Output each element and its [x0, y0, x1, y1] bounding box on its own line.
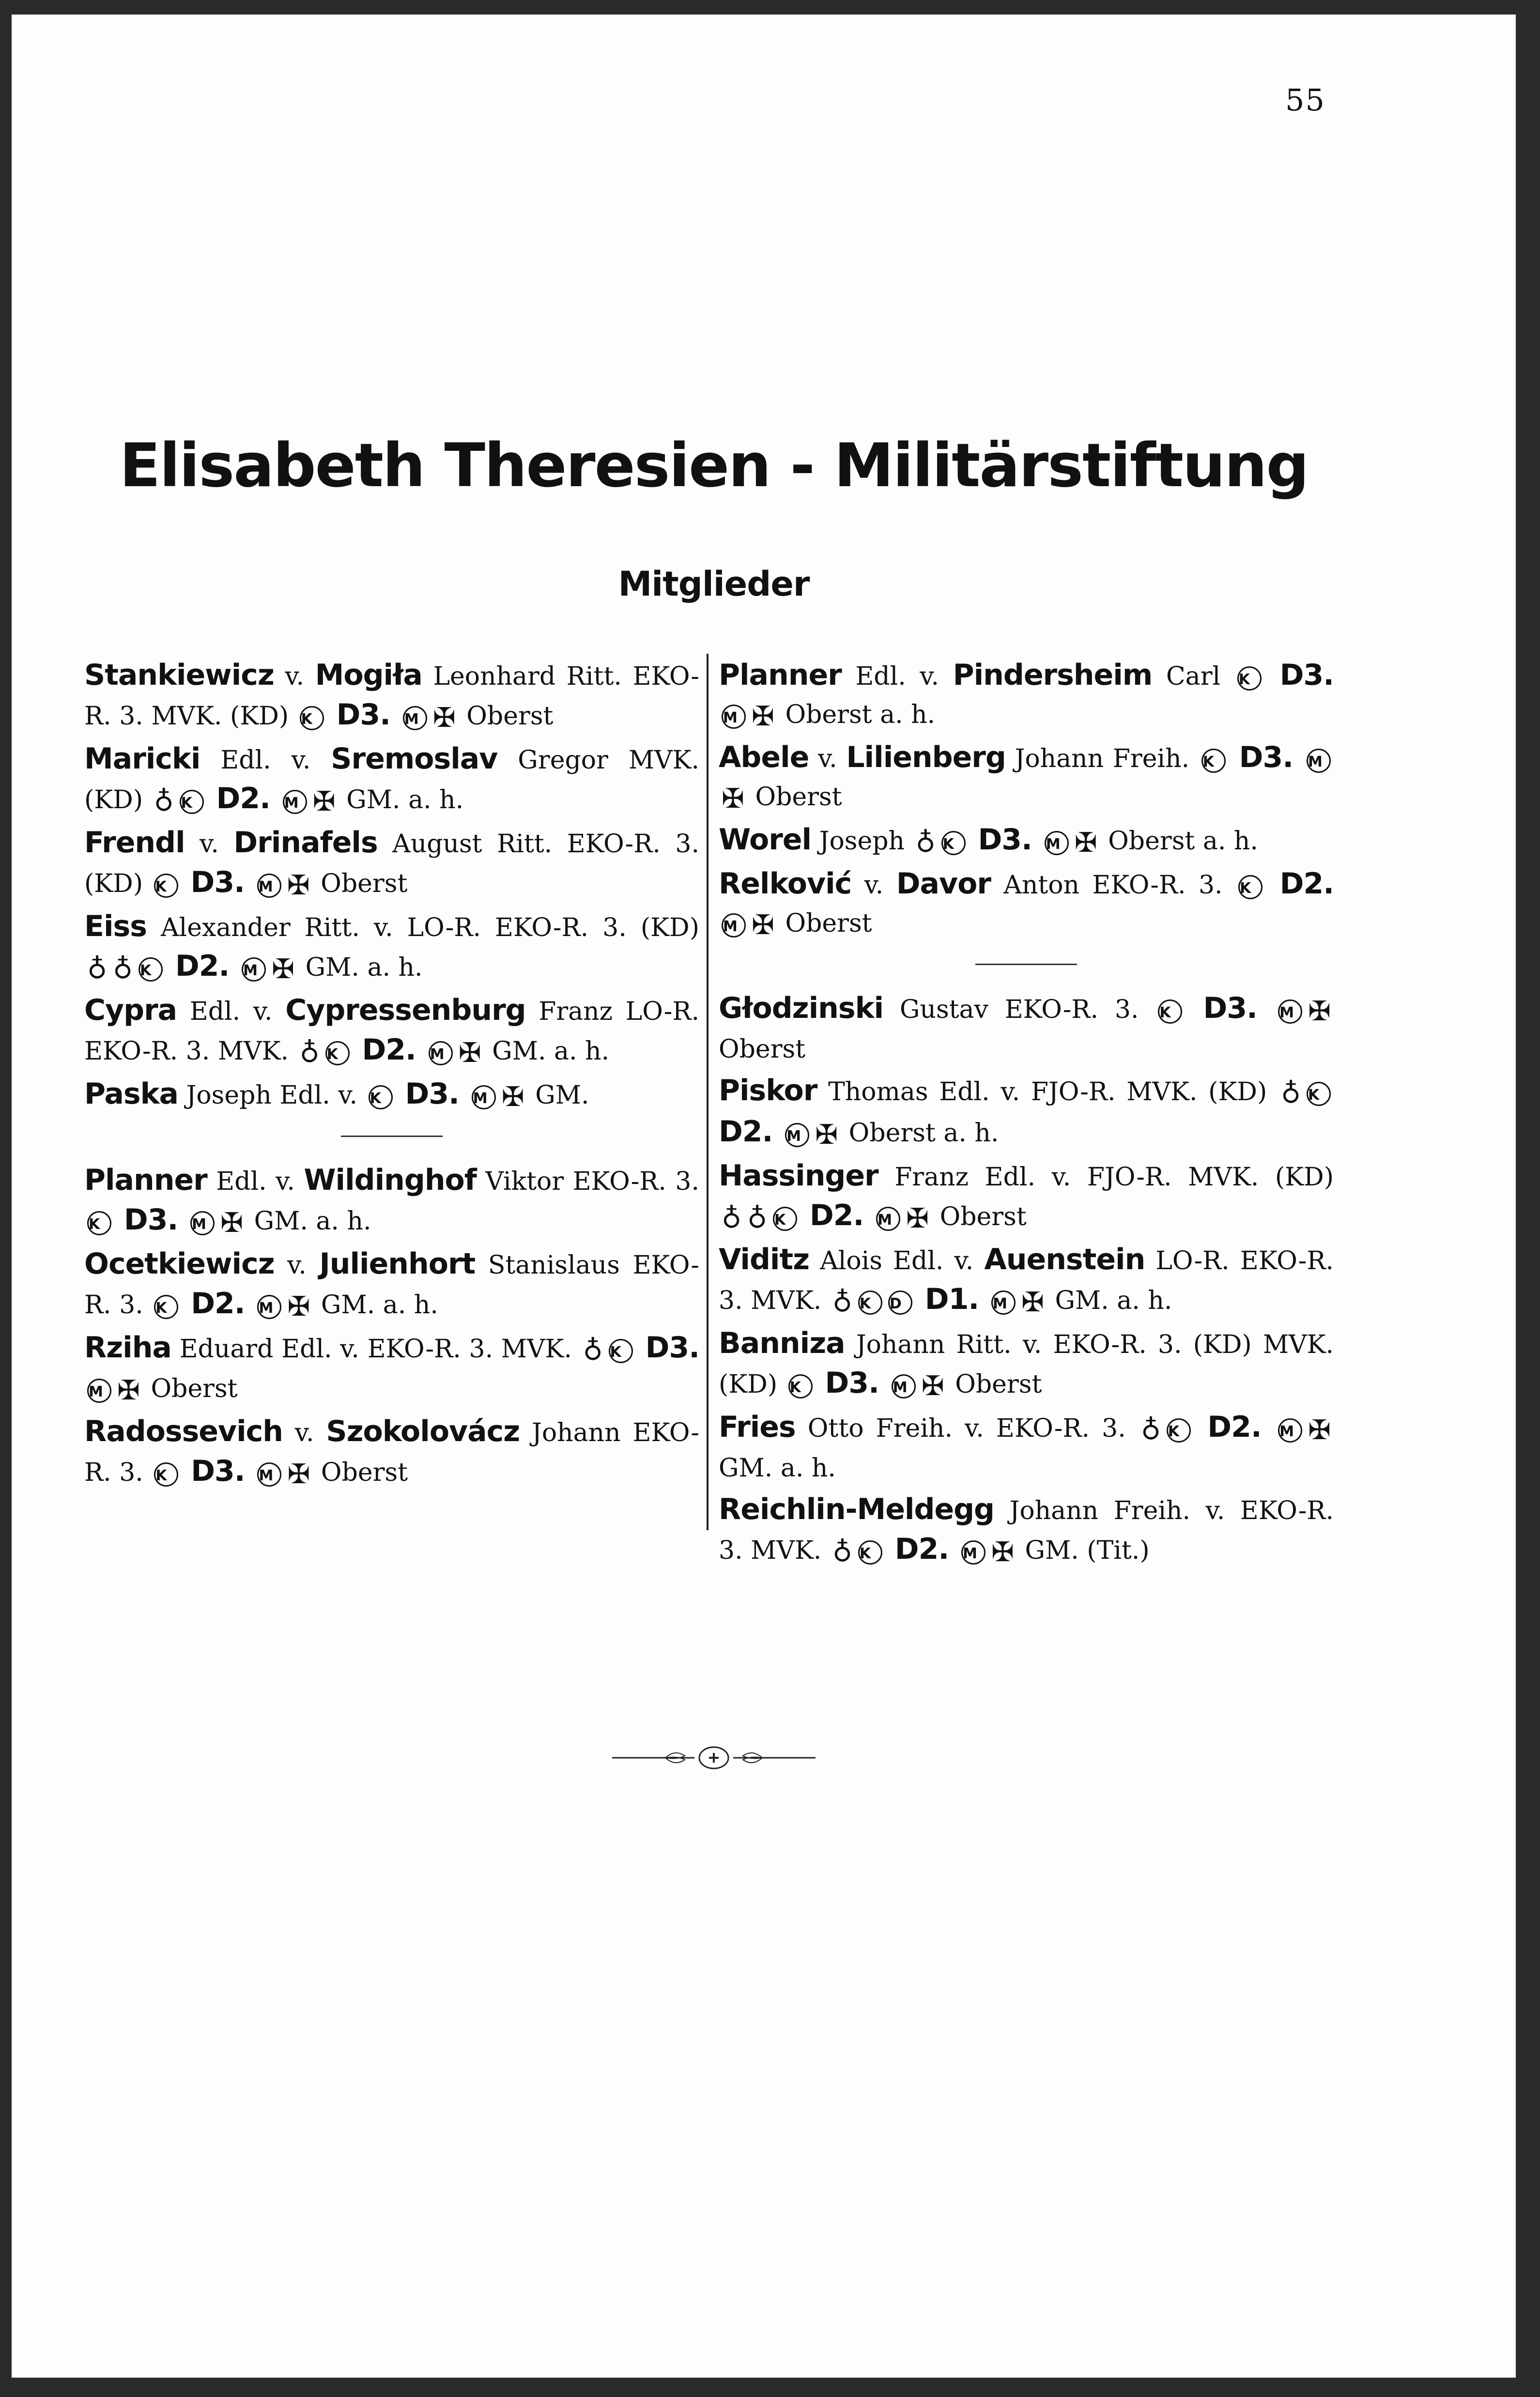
cross-icon: ✠ — [432, 702, 456, 734]
name-particle: v. — [274, 662, 315, 691]
rank: GM. (Tit.) — [1016, 1536, 1150, 1565]
service-class: D2. — [719, 1115, 783, 1149]
cross-icon: ✠ — [906, 1203, 929, 1234]
name-particle: Thomas Edl. v. FJO-R. MVK. (KD) — [817, 1077, 1278, 1106]
cross-icon: ✠ — [287, 870, 310, 901]
predicate-name: Mogiła — [315, 658, 422, 692]
m-circle-icon: M — [190, 1211, 215, 1235]
name-particle: Otto Freih. v. EKO-R. 3. — [795, 1414, 1138, 1443]
cross-icon: ✠ — [287, 1291, 310, 1322]
name-particle: Eduard Edl. v. EKO-R. 3. MVK. — [171, 1335, 580, 1364]
rank: GM. — [527, 1081, 589, 1110]
decoration-bell-icon: ♁ — [87, 953, 108, 985]
cross-icon: ✠ — [722, 783, 744, 814]
member-surname: Maricki — [84, 742, 200, 776]
member-surname: Fries — [719, 1410, 796, 1444]
name-particle: Joseph Edl. v. — [178, 1081, 366, 1110]
member-surname: Frendl — [84, 826, 185, 860]
rank: Oberst — [312, 869, 408, 898]
member-surname: Piskor — [719, 1074, 817, 1107]
decoration-bell-icon: ♁ — [583, 1335, 603, 1367]
service-class: D3. — [635, 1331, 699, 1365]
list-item — [719, 1241, 1334, 1321]
predicate-name: Wildinghof — [304, 1163, 477, 1197]
rank: Oberst — [777, 909, 872, 938]
member-surname: Planner — [84, 1163, 207, 1197]
cross-icon: ✠ — [1074, 827, 1097, 859]
decoration-bell-icon: ♁ — [299, 1037, 320, 1069]
k-circle-icon: K — [154, 1295, 178, 1319]
cross-icon: ✠ — [752, 909, 774, 941]
cross-icon: ✠ — [1308, 1414, 1331, 1446]
name-particle: v. — [282, 1418, 326, 1447]
name-particle: Edl. v. — [200, 746, 331, 775]
decoration-bell-icon: ♁ — [722, 1203, 742, 1234]
page-number: 55 — [1285, 82, 1325, 118]
left-entries-group-1 — [84, 656, 699, 1116]
member-surname: Worel — [719, 823, 812, 857]
list-item — [84, 907, 699, 988]
k-circle-icon: K — [139, 957, 163, 982]
cross-icon: ✠ — [815, 1119, 838, 1151]
m-circle-icon: M — [1278, 1418, 1302, 1443]
list-item — [84, 1075, 699, 1116]
m-circle-icon: M — [242, 957, 266, 982]
right-column — [719, 656, 1334, 1571]
member-surname: Paska — [84, 1077, 178, 1111]
predicate-name: Szokolovácz — [326, 1414, 520, 1448]
name-particle: v. — [185, 830, 234, 859]
member-surname: Rziha — [84, 1331, 171, 1365]
member-details: Stanislaus EKO-R. 3. — [84, 1251, 699, 1320]
list-item — [719, 1490, 1334, 1571]
cross-icon: ✠ — [312, 786, 336, 817]
service-class: D3. — [181, 1454, 255, 1488]
m-circle-icon: M — [1278, 999, 1302, 1024]
service-class: D2. — [181, 1287, 255, 1321]
list-item — [719, 738, 1334, 818]
name-particle: v. — [274, 1251, 320, 1280]
member-surname: Hassinger — [719, 1159, 878, 1193]
service-class: D3. — [1228, 740, 1304, 774]
name-particle: Edl. v. — [841, 662, 953, 691]
m-circle-icon: M — [876, 1207, 900, 1231]
service-class: D2. — [206, 782, 280, 815]
predicate-name: Pindersheim — [953, 658, 1153, 692]
name-particle: v. — [809, 744, 847, 773]
service-class: D2. — [885, 1532, 958, 1566]
predicate-name: Davor — [896, 867, 991, 901]
k-circle-icon: K — [788, 1374, 813, 1398]
predicate-name: Lilienberg — [846, 740, 1006, 774]
list-item — [719, 1324, 1334, 1405]
name-particle: Edl. v. — [207, 1167, 304, 1196]
decoration-bell-icon: ♁ — [832, 1287, 852, 1318]
k-circle-icon: K — [369, 1085, 393, 1109]
rank: Oberst a. h. — [841, 1119, 999, 1148]
rank: Oberst — [313, 1458, 408, 1487]
separator-rule — [975, 964, 1077, 965]
k-circle-icon: K — [609, 1339, 633, 1363]
service-class: D3. — [968, 823, 1042, 857]
name-particle: Johann Freih. v. EKO-R. 3. MVK. — [719, 1496, 1334, 1565]
k-circle-icon: K — [1167, 1418, 1191, 1443]
cross-icon: ✠ — [220, 1207, 244, 1239]
list-item — [84, 1161, 699, 1242]
section-subtitle: Mitglieder — [618, 564, 810, 604]
k-circle-icon: K — [180, 790, 204, 814]
rank: Oberst — [719, 1035, 806, 1064]
cross-icon: ✠ — [117, 1375, 140, 1406]
predicate-name: Julienhort — [319, 1247, 476, 1281]
rank: GM. a. h. — [484, 1037, 610, 1066]
predicate-name: Auenstein — [984, 1243, 1145, 1276]
list-item — [84, 1413, 699, 1493]
list-item — [719, 656, 1334, 736]
service-class: D2. — [1193, 1410, 1276, 1444]
decoration-bell-icon: ♁ — [832, 1537, 852, 1568]
k-circle-icon: K — [858, 1540, 882, 1565]
k-circle-icon: K — [1237, 666, 1262, 691]
m-circle-icon: M — [1045, 831, 1069, 855]
rank: GM. a. h. — [297, 953, 423, 982]
list-item — [719, 1408, 1334, 1488]
k-circle-icon: K — [325, 1041, 350, 1065]
column-divider — [707, 654, 708, 1530]
name-particle: Alois Edl. v. — [809, 1246, 985, 1275]
rank: Oberst — [747, 783, 842, 812]
service-class: D3. — [181, 865, 254, 899]
rank: GM. a. h. — [338, 785, 464, 814]
name-particle: Franz Edl. v. FJO-R. MVK. (KD) — [878, 1163, 1334, 1192]
name-particle: Joseph — [811, 827, 913, 856]
service-class: D3. — [395, 1077, 469, 1111]
m-circle-icon: M — [403, 706, 427, 730]
list-item — [719, 989, 1334, 1069]
member-details: Carl — [1152, 662, 1234, 691]
name-particle: Gustav EKO-R. 3. — [883, 995, 1155, 1024]
cross-icon: ✠ — [1308, 996, 1331, 1027]
cross-icon: ✠ — [921, 1370, 944, 1402]
member-details: August Ritt. EKO-R. 3. (KD) — [84, 830, 700, 898]
member-details: Gregor MVK. (KD) — [84, 746, 700, 814]
list-item — [84, 656, 699, 737]
rank: Oberst a. h. — [777, 700, 936, 729]
decoration-bell-icon: ♁ — [747, 1203, 768, 1234]
list-item — [84, 824, 699, 905]
m-circle-icon: M — [991, 1291, 1016, 1315]
m-circle-icon: M — [1307, 749, 1331, 773]
rank: Oberst — [142, 1374, 238, 1403]
member-details: Viktor EKO-R. 3. — [476, 1167, 699, 1196]
rank: Oberst — [932, 1202, 1027, 1231]
member-surname: Stankiewicz — [84, 658, 274, 692]
list-item — [719, 865, 1334, 944]
member-surname: Planner — [719, 658, 842, 692]
cross-icon: ✠ — [752, 701, 774, 732]
m-circle-icon: M — [257, 1462, 281, 1487]
service-class: D3. — [326, 698, 400, 732]
list-item — [719, 821, 1334, 862]
list-item — [84, 991, 699, 1072]
decoration-bell-icon: ♁ — [915, 827, 936, 859]
member-details: Leonhard Ritt. EKO-R. 3. MVK. (KD) — [84, 662, 700, 731]
m-circle-icon: M — [87, 1379, 111, 1403]
decoration-bell-icon: ♁ — [154, 786, 174, 817]
decoration-bell-icon: ♁ — [1280, 1078, 1301, 1109]
m-circle-icon: M — [722, 913, 746, 937]
k-circle-icon: K — [1158, 999, 1182, 1024]
decoration-bell-icon: ♁ — [1140, 1414, 1161, 1446]
document-page — [12, 15, 1516, 2378]
k-circle-icon: K — [941, 831, 966, 855]
decoration-bell-icon: ♁ — [113, 953, 133, 985]
name-particle: Alexander Ritt. v. LO-R. EKO-R. 3. (KD) — [146, 913, 699, 942]
left-column — [84, 656, 699, 1493]
k-circle-icon: K — [1307, 1082, 1331, 1106]
list-item — [719, 1072, 1334, 1154]
member-surname: Abele — [719, 740, 809, 774]
name-particle: v. — [851, 871, 896, 900]
k-circle-icon: K — [1201, 749, 1226, 773]
member-surname: Relković — [719, 867, 852, 901]
member-details: Johann EKO-R. 3. — [84, 1418, 699, 1487]
m-circle-icon: M — [283, 790, 307, 814]
service-class: D3. — [114, 1203, 188, 1237]
right-entries-group-2 — [719, 989, 1334, 1571]
predicate-name: Cypressenburg — [285, 993, 526, 1027]
m-circle-icon: M — [257, 1295, 281, 1319]
k-circle-icon: K — [87, 1211, 111, 1235]
k-circle-icon: K — [773, 1207, 797, 1231]
m-circle-icon: M — [257, 874, 281, 898]
left-entries-group-2 — [84, 1161, 699, 1493]
member-details: Franz LO-R. EKO-R. 3. MVK. — [84, 997, 699, 1066]
list-item — [84, 1329, 699, 1410]
name-particle: Edl. v. — [177, 997, 286, 1026]
service-class: D2. — [166, 949, 239, 983]
m-circle-icon: M — [472, 1085, 496, 1109]
service-class: D2. — [800, 1198, 874, 1232]
member-details: Anton EKO-R. 3. — [990, 871, 1235, 900]
rank: Oberst — [947, 1370, 1042, 1399]
member-surname: Ocetkiewicz — [84, 1247, 275, 1281]
member-surname: Radossevich — [84, 1414, 283, 1448]
member-surname: Głodzinski — [719, 991, 884, 1025]
k-circle-icon: K — [154, 874, 178, 898]
rank: GM. a. h. — [313, 1291, 438, 1320]
service-class: D2. — [352, 1033, 426, 1067]
service-class: D1. — [915, 1282, 988, 1316]
cross-icon: ✠ — [287, 1459, 310, 1490]
k-circle-icon: K — [1238, 875, 1263, 899]
rank: Oberst a. h. — [1100, 827, 1258, 856]
rank: GM. a. h. — [1047, 1286, 1172, 1315]
service-class: D3. — [1264, 658, 1334, 692]
predicate-name: Sremoslav — [331, 742, 498, 776]
service-class: D3. — [1185, 991, 1276, 1025]
m-circle-icon: M — [892, 1374, 916, 1398]
right-entries-group-1 — [719, 656, 1334, 944]
list-item — [719, 1157, 1334, 1238]
rank: GM. a. h. — [246, 1207, 371, 1236]
separator-rule — [341, 1136, 443, 1137]
rank: GM. a. h. — [719, 1454, 836, 1483]
m-circle-icon: M — [785, 1123, 809, 1147]
m-circle-icon: M — [429, 1041, 453, 1065]
member-surname: Cypra — [84, 993, 177, 1027]
name-particle: Johann Ritt. v. EKO-R. 3. (KD) MVK. (KD) — [719, 1330, 1334, 1399]
d-circle-icon: D — [888, 1291, 912, 1315]
cross-icon: ✠ — [1021, 1287, 1044, 1318]
cross-icon: ✠ — [272, 953, 295, 985]
page-title: Elisabeth Theresien - Militärstiftung — [119, 431, 1309, 501]
member-surname: Banniza — [719, 1326, 845, 1360]
service-class: D3. — [815, 1366, 889, 1400]
m-circle-icon: M — [961, 1540, 986, 1565]
k-circle-icon: K — [300, 706, 324, 730]
member-details: LO-R. EKO-R. 3. MVK. — [719, 1246, 1334, 1315]
cross-icon: ✠ — [991, 1537, 1014, 1568]
cross-icon: ✠ — [501, 1081, 524, 1113]
ornament-divider-icon — [612, 1743, 816, 1772]
member-surname: Eiss — [84, 909, 147, 943]
k-circle-icon: K — [154, 1462, 178, 1487]
service-class: D2. — [1265, 867, 1334, 901]
list-item — [84, 740, 699, 821]
member-surname: Reichlin-Meldegg — [719, 1492, 994, 1526]
cross-icon: ✠ — [458, 1037, 481, 1069]
rank: Oberst — [458, 702, 554, 731]
list-item — [84, 1245, 699, 1326]
member-details: Johann Freih. — [1005, 744, 1199, 773]
k-circle-icon: K — [858, 1291, 882, 1315]
member-surname: Viditz — [719, 1243, 810, 1276]
predicate-name: Drinafels — [233, 826, 378, 860]
m-circle-icon: M — [722, 705, 746, 729]
